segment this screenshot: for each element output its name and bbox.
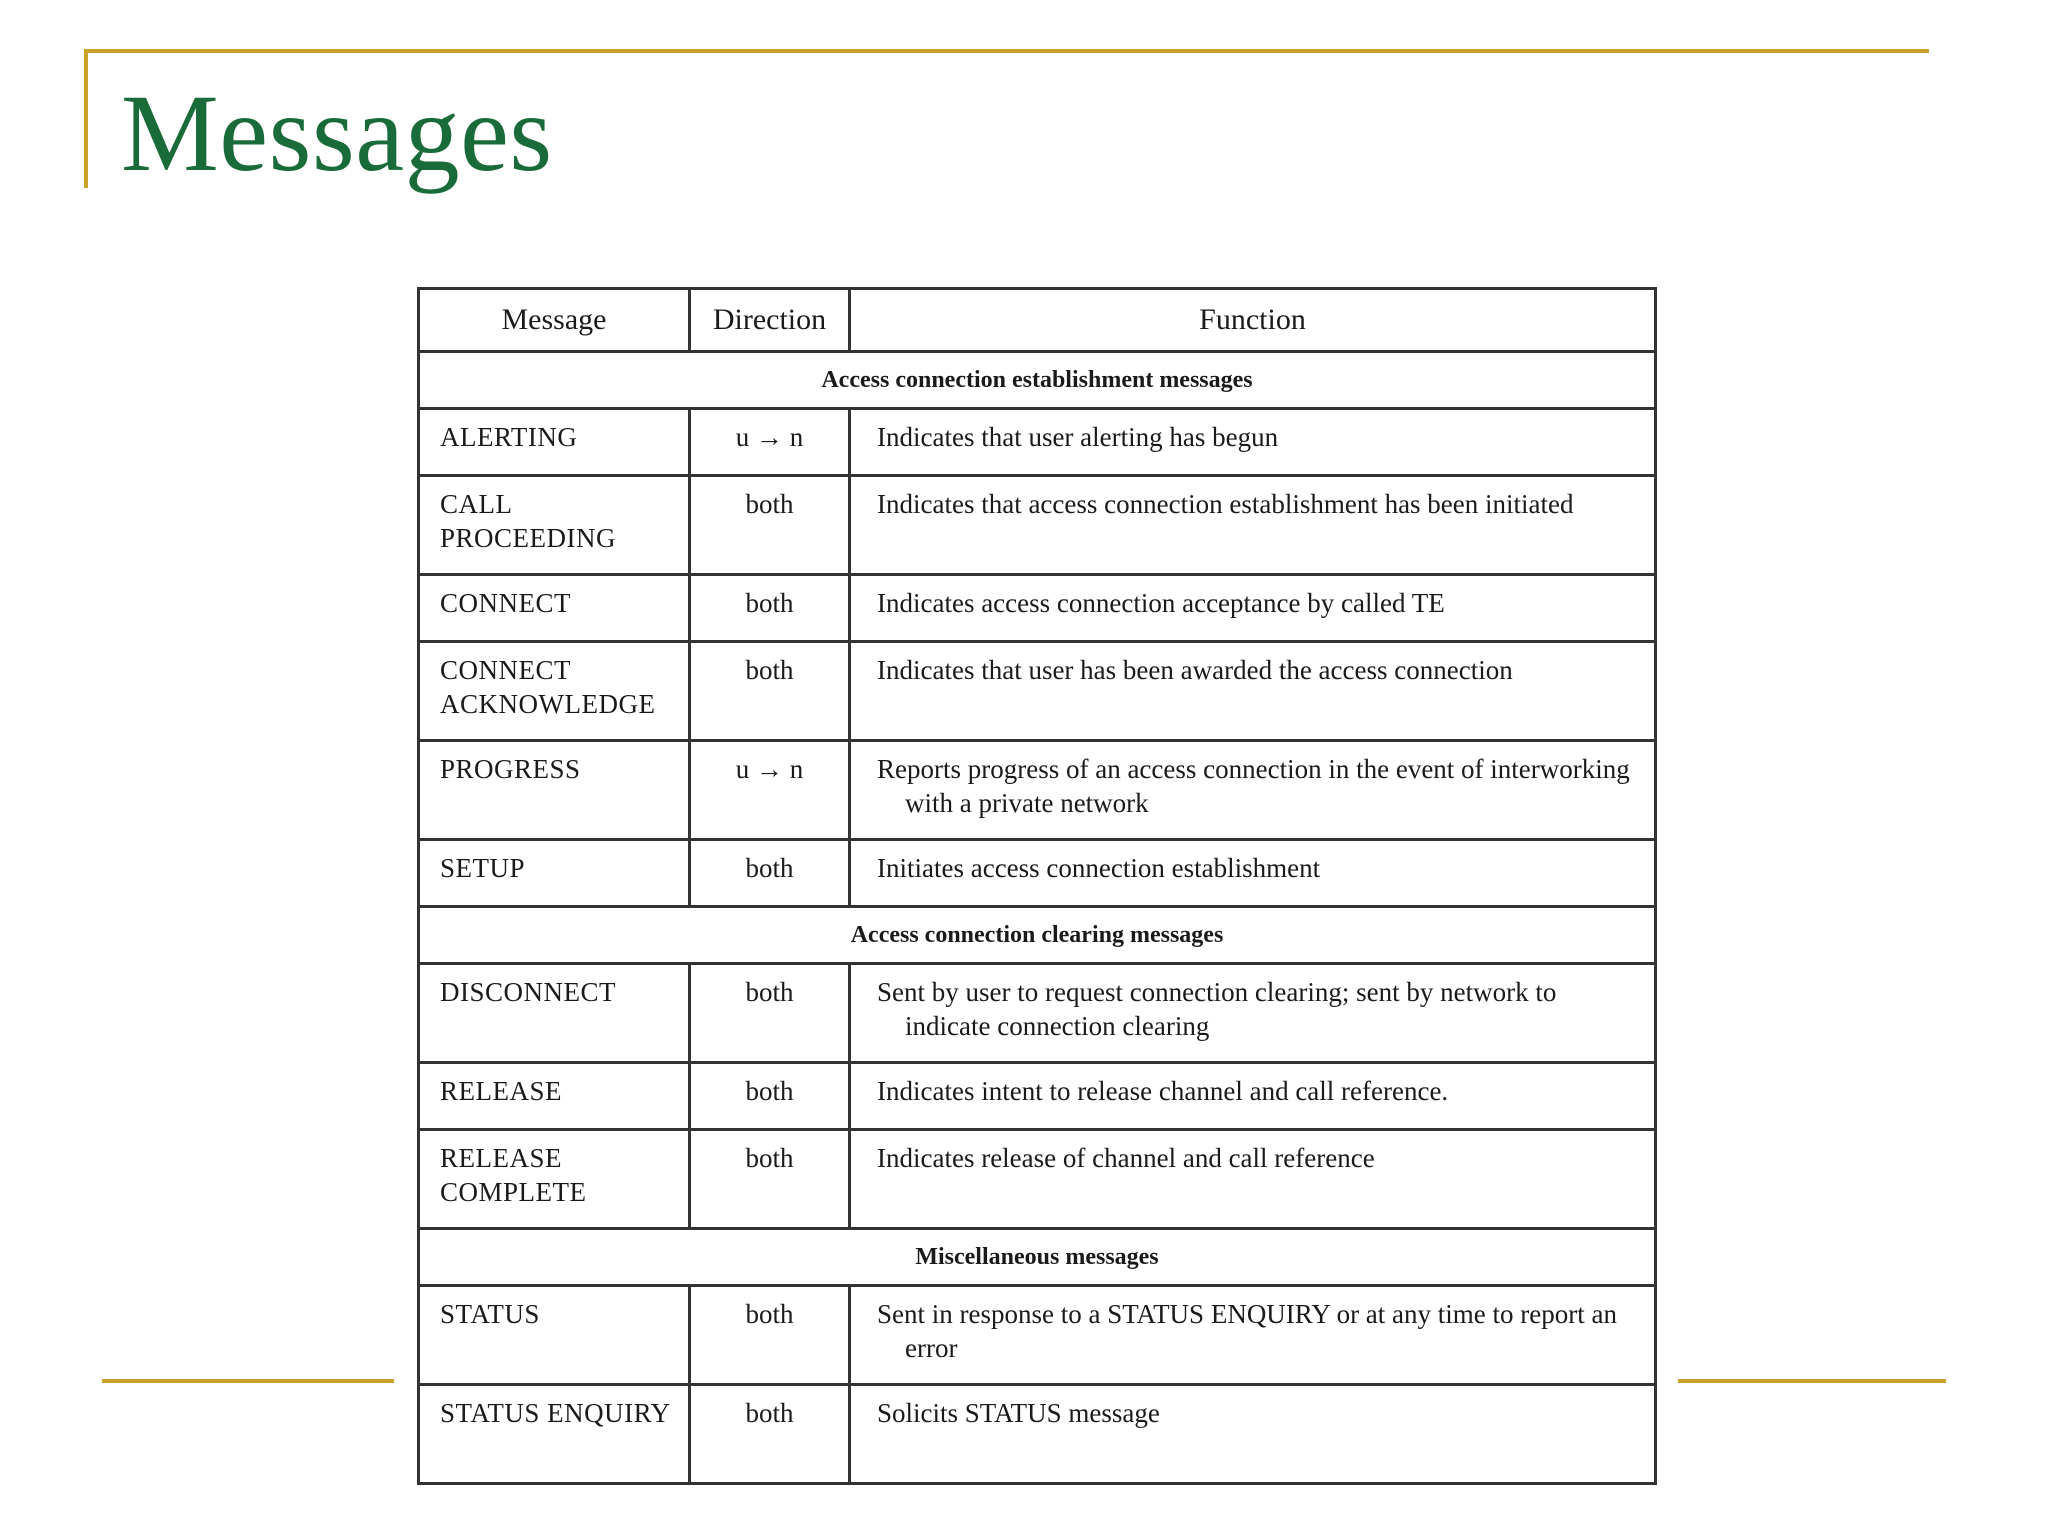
function-text: Indicates that access connection establishment has been initiated xyxy=(877,489,1574,519)
section-title: Access connection establishment messages xyxy=(419,352,1656,409)
bottom-left-accent-rule xyxy=(102,1379,394,1383)
message-cell: CALL PROCEEDING xyxy=(419,476,690,575)
message-cell: RELEASE COMPLETE xyxy=(419,1130,690,1229)
table-row xyxy=(419,409,1656,476)
function-cell xyxy=(850,642,1656,741)
message-cell: DISCONNECT xyxy=(419,964,690,1063)
function-text: Reports progress of an access connection in the event of interworking with a private network xyxy=(877,754,1630,818)
function-text: Indicates that user alerting has begun xyxy=(877,422,1279,452)
direction-cell: both xyxy=(690,1286,850,1385)
direction-cell: both xyxy=(690,1385,850,1484)
function-cell xyxy=(850,1385,1656,1484)
direction-cell: u → n xyxy=(690,741,850,840)
function-cell xyxy=(850,964,1656,1063)
message-cell: STATUS ENQUIRY xyxy=(419,1385,690,1484)
message-cell: PROGRESS xyxy=(419,741,690,840)
function-cell xyxy=(850,840,1656,907)
table-header-row xyxy=(419,289,1656,352)
function-cell xyxy=(850,1063,1656,1130)
messages-table xyxy=(417,287,1657,1485)
direction-cell: both xyxy=(690,476,850,575)
section-row xyxy=(419,352,1656,409)
message-cell: ALERTING xyxy=(419,409,690,476)
table-row xyxy=(419,1063,1656,1130)
table-row xyxy=(419,964,1656,1063)
direction-cell: u → n xyxy=(690,409,850,476)
section-row xyxy=(419,1229,1656,1286)
message-cell: CONNECT ACKNOWLEDGE xyxy=(419,642,690,741)
function-cell xyxy=(850,1130,1656,1229)
header-message: Message xyxy=(419,289,690,352)
function-text: Initiates access connection establishment xyxy=(877,853,1321,883)
table-row xyxy=(419,741,1656,840)
section-row xyxy=(419,907,1656,964)
function-text: Indicates intent to release channel and call reference. xyxy=(877,1076,1449,1106)
message-cell: CONNECT xyxy=(419,575,690,642)
direction-cell: both xyxy=(690,1130,850,1229)
top-accent-rule xyxy=(84,49,1929,53)
table-row xyxy=(419,1130,1656,1229)
section-title: Access connection clearing messages xyxy=(419,907,1656,964)
messages-table-container xyxy=(417,287,1654,1485)
function-cell xyxy=(850,741,1656,840)
left-accent-rule xyxy=(84,49,88,188)
direction-cell: both xyxy=(690,964,850,1063)
table-row xyxy=(419,476,1656,575)
table-row xyxy=(419,1385,1656,1484)
function-text: Indicates access connection acceptance by called TE xyxy=(877,588,1445,618)
direction-cell: both xyxy=(690,840,850,907)
message-cell: STATUS xyxy=(419,1286,690,1385)
table-row xyxy=(419,1286,1656,1385)
function-cell xyxy=(850,476,1656,575)
slide-title: Messages xyxy=(121,72,553,194)
direction-cell: both xyxy=(690,575,850,642)
table-row xyxy=(419,575,1656,642)
header-function: Function xyxy=(850,289,1656,352)
function-text: Sent in response to a STATUS ENQUIRY or at any time to report an error xyxy=(877,1299,1617,1363)
function-cell xyxy=(850,409,1656,476)
function-cell xyxy=(850,1286,1656,1385)
function-text: Sent by user to request connection clearing; sent by network to indicate connection clearing xyxy=(877,977,1557,1041)
direction-cell: both xyxy=(690,1063,850,1130)
table-row xyxy=(419,840,1656,907)
section-title: Miscellaneous messages xyxy=(419,1229,1656,1286)
bottom-right-accent-rule xyxy=(1678,1379,1946,1383)
table-row xyxy=(419,642,1656,741)
message-cell: RELEASE xyxy=(419,1063,690,1130)
message-cell: SETUP xyxy=(419,840,690,907)
function-cell xyxy=(850,575,1656,642)
function-text: Indicates release of channel and call reference xyxy=(877,1143,1375,1173)
header-direction: Direction xyxy=(690,289,850,352)
direction-cell: both xyxy=(690,642,850,741)
function-text: Solicits STATUS message xyxy=(877,1398,1160,1428)
function-text: Indicates that user has been awarded the access connection xyxy=(877,655,1513,685)
